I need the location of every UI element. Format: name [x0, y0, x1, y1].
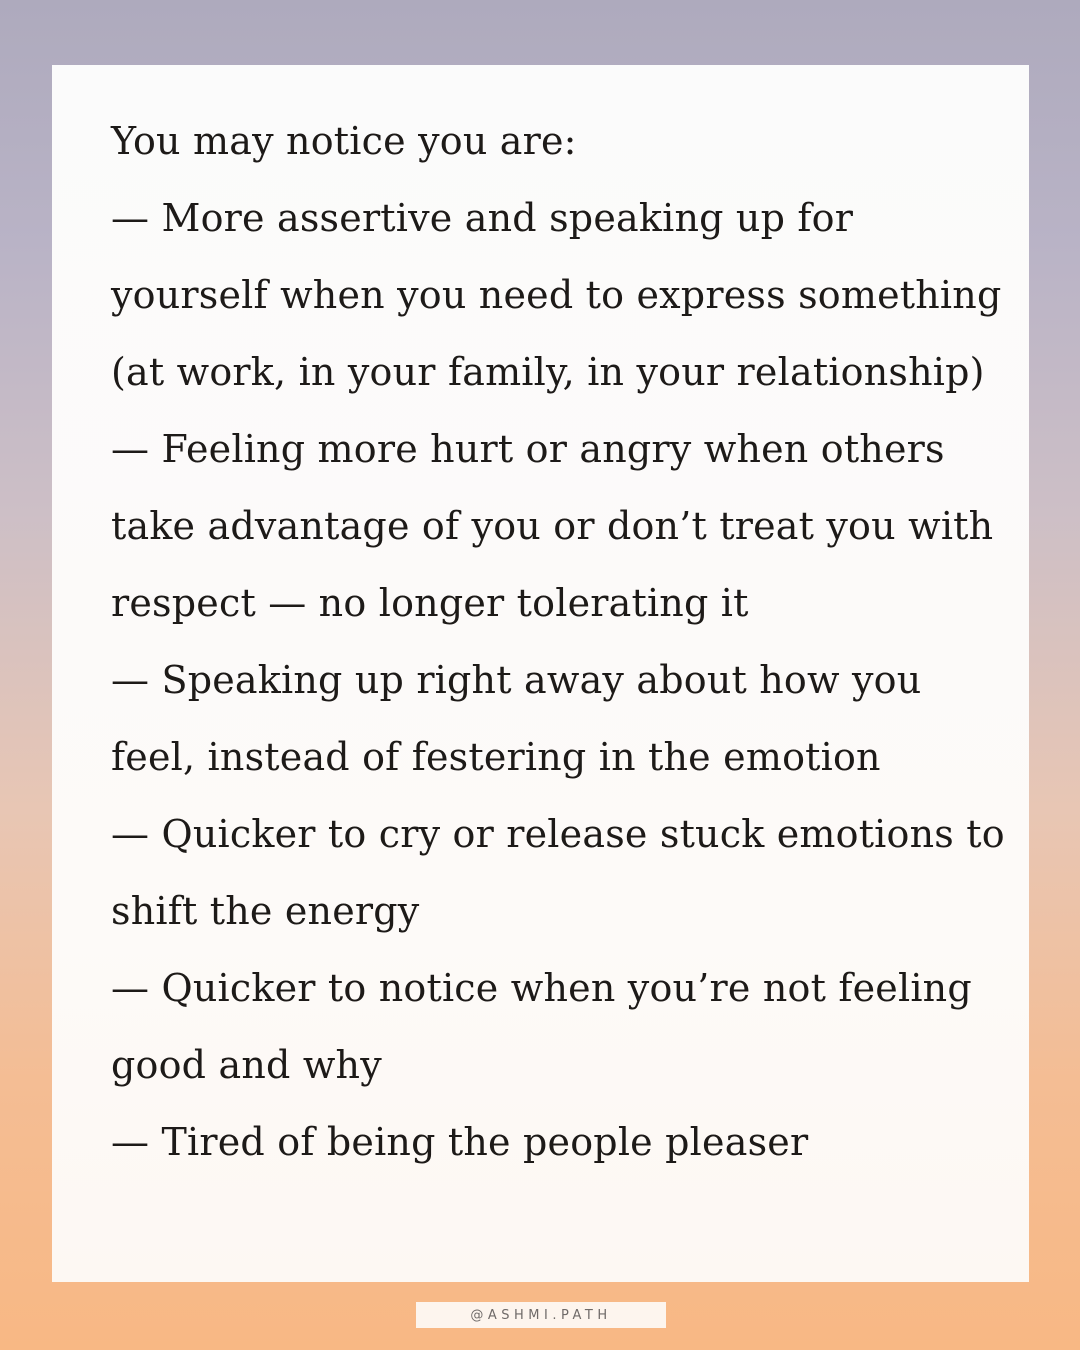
list-item-cry-release: — Quicker to cry or release stuck emotions to shift the energy	[111, 812, 1005, 933]
handle-badge	[416, 1302, 666, 1328]
account-handle: @ASHMI.PATH	[470, 1307, 612, 1323]
list-item-notice: — Quicker to notice when you’re not feeling good and why	[111, 966, 972, 1087]
list-item-speaking-up: — Speaking up right away about how you feel, instead of festering in the emotion	[111, 658, 922, 779]
heading: You may notice you are:	[111, 119, 577, 163]
list-item-people-pleaser: — Tired of being the people pleaser	[111, 1120, 809, 1164]
list-item-hurt-angry: — Feeling more hurt or angry when others take advantage of you or don’t treat you with respect — no longer tolerating it	[111, 427, 994, 625]
text-block	[111, 103, 1011, 1181]
content-card	[52, 65, 1029, 1282]
list-item-assertive: — More assertive and speaking up for yourself when you need to express something (at work, in your family, in your relationship)	[111, 196, 1002, 394]
